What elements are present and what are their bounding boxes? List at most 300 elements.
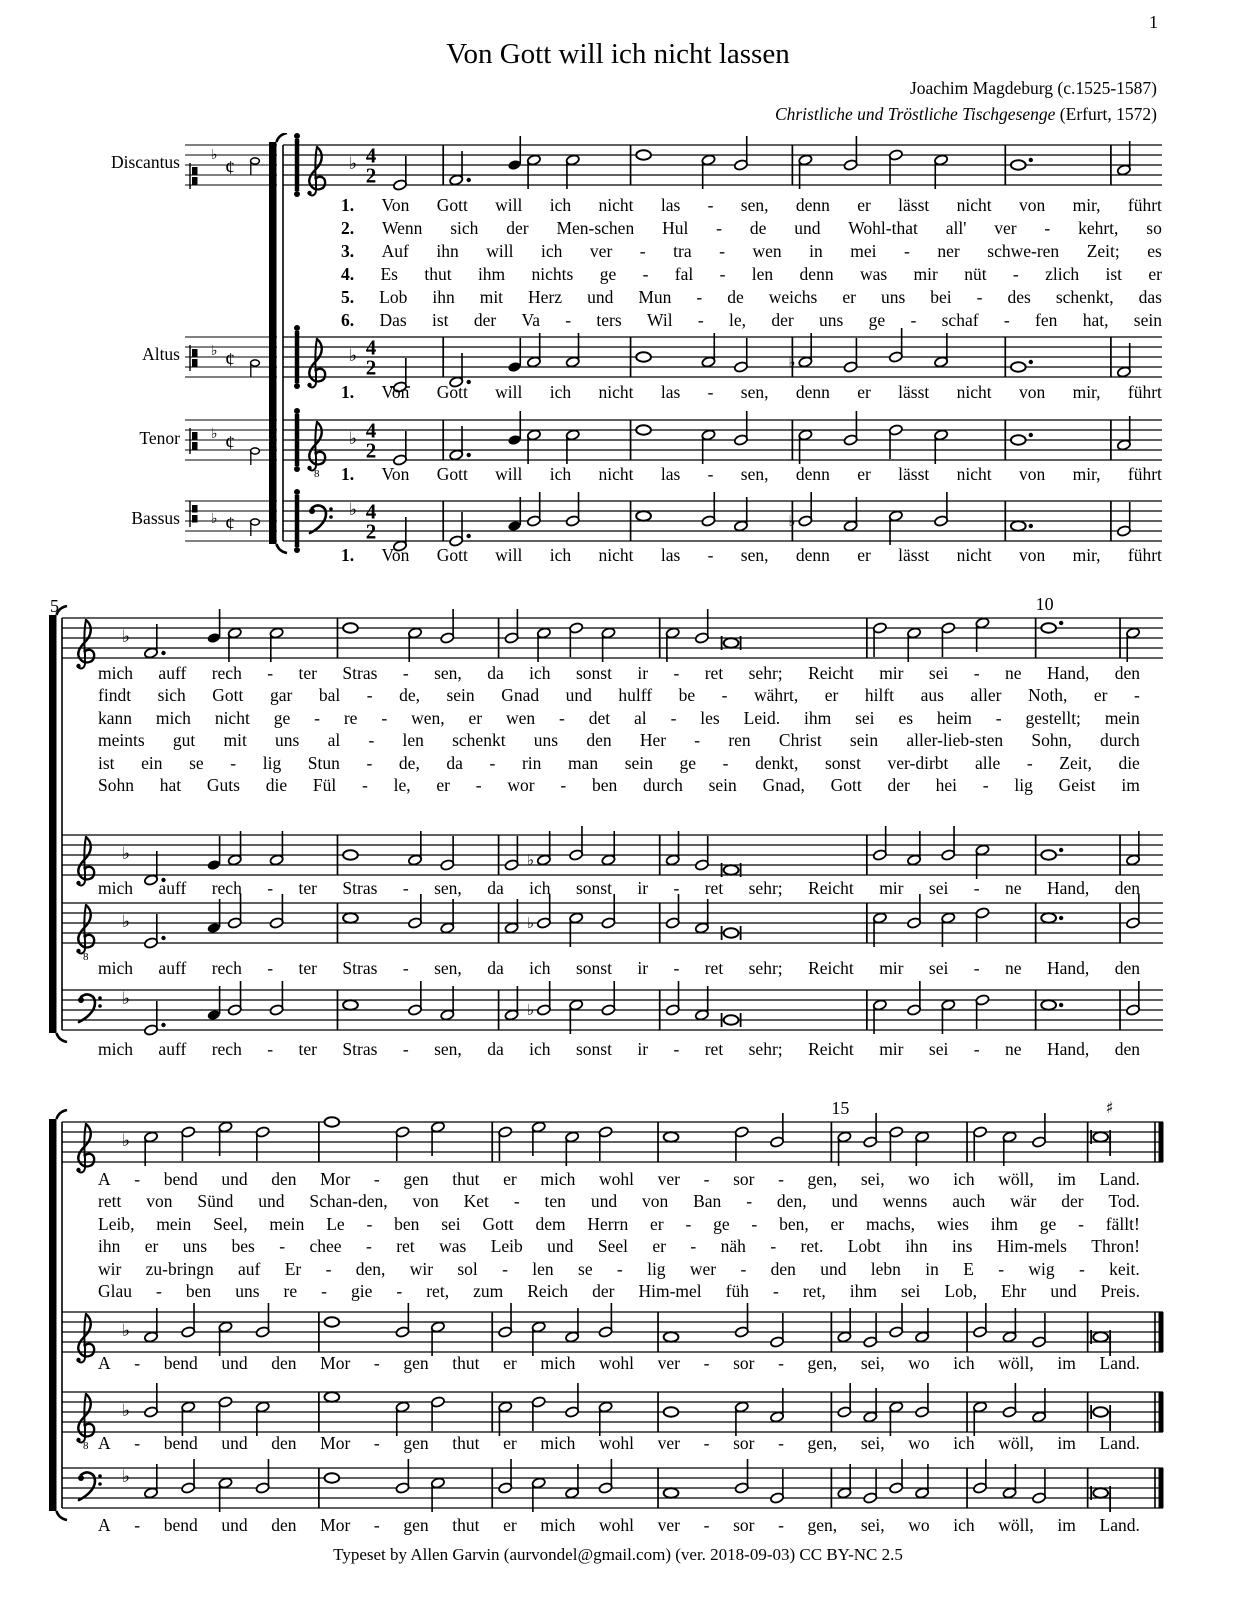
lyric-syllable: Thron! bbox=[1091, 1236, 1140, 1257]
lyric-syllable: nicht bbox=[598, 464, 634, 484]
lyric-syllable: Reich bbox=[527, 1280, 569, 1301]
note-head bbox=[636, 511, 651, 520]
lyric-syllable: der bbox=[473, 310, 497, 330]
lyric-syllable: sor bbox=[733, 1433, 755, 1453]
lyric-syllable: ich bbox=[529, 878, 551, 898]
incipit-note bbox=[251, 360, 260, 366]
lyric-syllable: Wenn bbox=[381, 218, 423, 238]
note-head bbox=[664, 1407, 679, 1416]
note-head bbox=[724, 638, 739, 647]
lyric-syllable: Auf bbox=[381, 241, 409, 261]
verse-number: 4. bbox=[341, 264, 355, 284]
lyric-syllable: sonst bbox=[575, 878, 612, 898]
bassus-lyric-system-1 bbox=[341, 544, 1162, 567]
system-bracket bbox=[57, 1110, 68, 1119]
lyric-syllable: Von bbox=[381, 195, 410, 215]
key-signature-flat-icon: ♭ bbox=[349, 500, 358, 520]
lyric-syllable: thut bbox=[452, 1353, 480, 1373]
lyric-syllable: de, bbox=[399, 685, 420, 706]
lyric-syllable: und bbox=[831, 1191, 858, 1212]
lyric-syllable: ver bbox=[657, 1515, 680, 1535]
lyric-syllable: - bbox=[502, 1258, 508, 1279]
lyric-syllable: sol bbox=[457, 1258, 478, 1279]
lyric-syllable: - bbox=[325, 1258, 332, 1279]
source-title: Christliche und Tröstliche Tischgesenge bbox=[774, 104, 1056, 124]
lyric-syllable: ir bbox=[637, 958, 649, 978]
lyric-syllable: mir bbox=[879, 663, 904, 683]
augmentation-dot bbox=[161, 936, 165, 940]
bass-clef-icon bbox=[98, 1004, 102, 1008]
lyric-syllable: sich bbox=[450, 218, 479, 238]
lyric-syllable: wo bbox=[908, 1433, 930, 1453]
lyric-syllable: er bbox=[842, 287, 856, 307]
lyric-syllable: - bbox=[489, 752, 496, 773]
measure-number: 15 bbox=[831, 1098, 850, 1118]
lyric-syllable: Hul bbox=[662, 218, 689, 238]
lyric-syllable: sen, bbox=[434, 958, 462, 978]
lyric-syllable: - bbox=[673, 958, 680, 978]
note-head bbox=[324, 1317, 339, 1326]
lyric-syllable: lässt bbox=[898, 195, 930, 215]
final-barline bbox=[1159, 1122, 1164, 1162]
lyric-syllable: uns bbox=[880, 287, 906, 307]
lyric-syllable: uns bbox=[182, 1236, 208, 1257]
mensural-clef-icon bbox=[192, 505, 198, 513]
lyric-syllable: Von bbox=[381, 382, 410, 402]
note-head bbox=[1093, 1332, 1108, 1341]
lyric-syllable: von bbox=[412, 1191, 439, 1212]
bass-clef-icon bbox=[98, 1482, 102, 1486]
incipit-note bbox=[251, 519, 260, 525]
cut-time-icon: ¢ bbox=[225, 157, 235, 179]
treble-clef-icon bbox=[83, 649, 86, 652]
lyric-syllable: sein bbox=[624, 752, 653, 773]
lyric-syllable: hei bbox=[935, 774, 958, 795]
verse-line-1 bbox=[98, 1168, 1140, 1190]
treble-clef-icon bbox=[76, 1168, 80, 1172]
lyric-syllable: - bbox=[1012, 264, 1019, 284]
lyric-syllable: Guts bbox=[206, 774, 240, 795]
lyric-syllable: nicht bbox=[598, 382, 634, 402]
lyric-syllable: nicht bbox=[956, 195, 992, 215]
note-head bbox=[1093, 1407, 1108, 1416]
lyric-syllable: der bbox=[1061, 1191, 1084, 1212]
lyric-syllable: führt bbox=[1127, 545, 1162, 565]
discantus-verses-system-3 bbox=[98, 1168, 1140, 1302]
lyric-syllable: hulff bbox=[618, 685, 653, 706]
lyric-syllable: las bbox=[660, 195, 681, 215]
lyric-syllable: - bbox=[707, 464, 714, 484]
lyric-syllable: Men-schen bbox=[556, 218, 635, 238]
lyric-syllable: im bbox=[1121, 774, 1140, 795]
octave-8-mark: 8 bbox=[314, 468, 320, 480]
lyric-syllable: nichts bbox=[531, 264, 574, 284]
lyric-syllable: E bbox=[963, 1258, 974, 1279]
note-head bbox=[343, 913, 358, 922]
octave-8-mark: 8 bbox=[83, 951, 89, 963]
lyric-syllable: wär bbox=[1010, 1191, 1037, 1212]
lyric-syllable: er bbox=[503, 1433, 517, 1453]
incipit-bar-dot bbox=[294, 466, 300, 472]
lyric-syllable: bei bbox=[930, 287, 952, 307]
lyric-syllable: ver bbox=[657, 1169, 680, 1189]
lyric-syllable: - bbox=[373, 1169, 380, 1189]
voice-label-bassus: Bassus bbox=[131, 508, 180, 528]
lyric-syllable: ben, bbox=[779, 1213, 809, 1234]
lyric-syllable: Va bbox=[521, 310, 540, 330]
lyric-syllable: er bbox=[857, 545, 871, 565]
lyric-syllable: al bbox=[634, 707, 647, 728]
lyric-syllable: ir bbox=[637, 663, 649, 683]
lyric-syllable: führt bbox=[1127, 195, 1162, 215]
lyric-syllable: ich bbox=[529, 958, 551, 978]
lyric-syllable: - bbox=[616, 1258, 623, 1279]
lyric-syllable: ten bbox=[544, 1191, 566, 1212]
lyric-syllable: - bbox=[770, 1236, 777, 1257]
lyric-syllable: und bbox=[221, 1515, 248, 1535]
lyric-syllable: - bbox=[690, 1236, 697, 1257]
augmentation-dot bbox=[1029, 158, 1033, 162]
lyric-syllable: gen bbox=[403, 1515, 429, 1535]
lyric-syllable: Hand, bbox=[1047, 878, 1090, 898]
lyric-syllable: rech bbox=[211, 958, 242, 978]
lyric-syllable: ne bbox=[1005, 958, 1022, 978]
lyric-syllable: von bbox=[1018, 195, 1046, 215]
lyric-syllable: - bbox=[778, 1515, 784, 1535]
lyric-syllable: Fül bbox=[312, 774, 337, 795]
lyric-syllable: Stun bbox=[307, 752, 340, 773]
incipit-bar-dot bbox=[294, 383, 300, 389]
lyric-syllable: Land. bbox=[1099, 1433, 1140, 1453]
lyric-syllable: sei, bbox=[860, 1169, 885, 1189]
note-head bbox=[1011, 362, 1026, 371]
accidental-icon: ♭ bbox=[526, 1001, 534, 1019]
note-head bbox=[324, 1117, 339, 1126]
lyric-syllable: ne bbox=[1005, 878, 1022, 898]
lyric-syllable: sonst bbox=[575, 1039, 612, 1059]
lyric-syllable: uns bbox=[235, 1280, 260, 1301]
verse-number: 1. bbox=[341, 464, 355, 484]
lyric-syllable: und bbox=[221, 1169, 248, 1189]
lyric-syllable: er bbox=[503, 1169, 517, 1189]
key-signature-flat-icon: ♭ bbox=[122, 1131, 131, 1151]
lyric-syllable: lig bbox=[262, 752, 282, 773]
augmentation-dot bbox=[1029, 524, 1033, 528]
lyric-syllable: - bbox=[1003, 310, 1010, 330]
lyric-syllable: schwe-ren bbox=[987, 241, 1060, 261]
treble-clef-icon bbox=[78, 620, 94, 662]
lyric-syllable: sei bbox=[928, 663, 949, 683]
lyric-syllable: fen bbox=[1035, 310, 1058, 330]
lyric-syllable: Geist bbox=[1058, 774, 1096, 795]
lyric-syllable: - bbox=[402, 878, 409, 898]
lyric-syllable: uns bbox=[819, 310, 844, 330]
treble-clef-icon bbox=[309, 147, 325, 189]
lyric-syllable: schaf bbox=[941, 310, 979, 330]
lyric-syllable: Lobt bbox=[847, 1236, 881, 1257]
lyric-syllable: er bbox=[1148, 264, 1162, 284]
verse-number: 1. bbox=[341, 382, 355, 402]
lyric-syllable: sei, bbox=[860, 1353, 885, 1373]
lyric-syllable: - bbox=[751, 1213, 758, 1234]
lyric-syllable: - bbox=[982, 774, 989, 795]
incipit-flat-icon: ♭ bbox=[211, 426, 218, 442]
lyric-syllable: las bbox=[660, 545, 681, 565]
lyric-syllable: ich bbox=[529, 1039, 551, 1059]
lyric-syllable: bal bbox=[318, 685, 341, 706]
lyric-syllable: Gott bbox=[436, 464, 468, 484]
lyric-syllable: - bbox=[973, 958, 980, 978]
lyric-syllable: er bbox=[1093, 685, 1108, 706]
incipit-bar-dot bbox=[294, 325, 300, 331]
treble-clef-icon bbox=[76, 949, 80, 953]
lyric-syllable: ben bbox=[591, 774, 618, 795]
voice-label-tenor: Tenor bbox=[139, 428, 180, 448]
lyric-syllable: will bbox=[495, 545, 523, 565]
lyric-syllable: - bbox=[773, 1280, 779, 1301]
lyric-syllable: aller-lieb-sten bbox=[906, 730, 1004, 751]
lyric-syllable: und bbox=[221, 1353, 248, 1373]
lyric-syllable: lässt bbox=[898, 464, 930, 484]
lyric-syllable: - bbox=[362, 774, 368, 795]
lyric-syllable: der bbox=[592, 1280, 615, 1301]
verse-line-5 bbox=[98, 1258, 1140, 1280]
lyric-syllable: ret bbox=[704, 1039, 724, 1059]
lyric-syllable: - bbox=[740, 1258, 747, 1279]
treble-clef-icon bbox=[83, 866, 86, 869]
lyric-syllable: den bbox=[271, 1169, 297, 1189]
note-head bbox=[1011, 160, 1026, 169]
lyric-syllable: ir bbox=[637, 878, 649, 898]
note-head bbox=[1093, 1488, 1108, 1497]
lyric-syllable: - bbox=[1044, 218, 1051, 238]
tenor-lyric-system-1 bbox=[341, 463, 1162, 486]
lyric-syllable: sehr; bbox=[748, 958, 783, 978]
lyric-syllable: sein bbox=[708, 774, 737, 795]
treble-clef-icon bbox=[76, 881, 80, 885]
lyric-syllable: wir bbox=[409, 1258, 434, 1279]
lyric-syllable: führt bbox=[1127, 464, 1162, 484]
discantus-verses-system-2 bbox=[98, 662, 1140, 796]
lyric-syllable: gen, bbox=[807, 1353, 838, 1373]
lyric-syllable: se bbox=[189, 752, 204, 773]
lyric-syllable: im bbox=[1057, 1353, 1076, 1373]
lyric-syllable: lässt bbox=[898, 545, 930, 565]
treble-clef-icon bbox=[307, 383, 311, 387]
treble-clef-icon bbox=[76, 1438, 80, 1442]
composer-credit: Joachim Magdeburg (c.1525-1587) bbox=[909, 78, 1157, 98]
treble-clef-icon bbox=[307, 466, 311, 470]
mensural-clef-icon bbox=[192, 177, 198, 185]
lyric-syllable: ben bbox=[185, 1280, 212, 1301]
lyric-syllable: ihm bbox=[803, 707, 832, 728]
lyric-syllable: bend bbox=[163, 1433, 198, 1453]
treble-clef-icon bbox=[78, 1314, 94, 1356]
system-bracket bbox=[57, 1033, 68, 1042]
lyric-syllable: Gott bbox=[436, 195, 468, 215]
lyric-syllable: man bbox=[568, 752, 599, 773]
lyric-syllable: füh bbox=[725, 1280, 749, 1301]
lyric-syllable: er bbox=[436, 774, 450, 795]
lyric-syllable: führt bbox=[1127, 382, 1162, 402]
editorial-sharp-icon: ♯ bbox=[1105, 1098, 1114, 1117]
lyric-syllable: sen, bbox=[740, 545, 769, 565]
lyric-syllable: nicht bbox=[956, 382, 992, 402]
lyric-syllable: ich bbox=[953, 1515, 975, 1535]
treble-clef-icon bbox=[307, 191, 311, 195]
lyric-syllable: dem bbox=[535, 1213, 566, 1234]
lyric-syllable: mit bbox=[479, 287, 504, 307]
lyric-syllable: lässt bbox=[898, 382, 930, 402]
lyric-syllable: Ban bbox=[693, 1191, 722, 1212]
augmentation-dot bbox=[1059, 916, 1063, 920]
lyric-syllable: durch bbox=[1099, 730, 1140, 751]
lyric-syllable: ich bbox=[549, 195, 572, 215]
lyric-syllable: er bbox=[830, 1213, 845, 1234]
system-bracket bbox=[49, 615, 57, 1033]
lyric-syllable: rech bbox=[211, 663, 242, 683]
lyric-syllable: weichs bbox=[768, 287, 818, 307]
system-bracket bbox=[269, 142, 277, 544]
lyric-syllable: wöll, bbox=[998, 1169, 1034, 1189]
lyric-syllable: zu-bringn bbox=[145, 1258, 214, 1279]
verse-line-5 bbox=[341, 286, 1162, 309]
treble-clef-icon bbox=[314, 368, 317, 371]
lyric-syllable: ret, bbox=[802, 1280, 826, 1301]
lyric-syllable: mich bbox=[540, 1515, 576, 1535]
key-signature-flat-icon: ♭ bbox=[349, 154, 358, 174]
lyric-syllable: ter bbox=[298, 663, 317, 683]
lyric-syllable: zlich bbox=[1045, 264, 1080, 284]
lyric-syllable: ver bbox=[589, 241, 613, 261]
verse-line-6 bbox=[98, 1280, 1140, 1302]
final-barline bbox=[1159, 1312, 1164, 1352]
verse-number: 6. bbox=[341, 310, 355, 330]
lyric-syllable: - bbox=[402, 663, 409, 683]
lyric-syllable: und bbox=[221, 1433, 248, 1453]
lyric-syllable: da bbox=[487, 663, 504, 683]
lyric-syllable: wöll, bbox=[998, 1515, 1034, 1535]
lyric-syllable: Gott bbox=[436, 382, 468, 402]
lyric-syllable: ter bbox=[298, 958, 317, 978]
lyric-syllable: uns bbox=[275, 730, 300, 751]
lyric-syllable: Reicht bbox=[808, 663, 854, 683]
lyric-syllable: mir bbox=[879, 878, 904, 898]
music-system-3 bbox=[40, 1085, 1170, 1525]
lyric-syllable: mir, bbox=[1072, 195, 1101, 215]
system-bracket bbox=[49, 1119, 57, 1511]
lyric-syllable: er bbox=[824, 685, 839, 706]
lyric-syllable: - bbox=[995, 707, 1002, 728]
lyric-syllable: den bbox=[271, 1433, 297, 1453]
lyric-syllable: von bbox=[1018, 545, 1046, 565]
lyric-syllable: Land. bbox=[1099, 1169, 1140, 1189]
accidental-icon: ♭ bbox=[788, 512, 796, 530]
verse-number: 2. bbox=[341, 218, 355, 238]
lyric-syllable: sen, bbox=[740, 382, 769, 402]
lyric-syllable: Wil bbox=[647, 310, 673, 330]
lyric-syllable: Stras bbox=[342, 663, 378, 683]
lyric-syllable: Herrn bbox=[587, 1213, 629, 1234]
lyric-syllable: nicht bbox=[598, 545, 634, 565]
lyric-syllable: - bbox=[267, 663, 274, 683]
lyric-syllable: von bbox=[1018, 382, 1046, 402]
treble-clef-icon bbox=[309, 422, 325, 464]
lyric-syllable: ver bbox=[994, 218, 1017, 238]
lyric-syllable: sen, bbox=[740, 464, 769, 484]
key-signature-flat-icon: ♭ bbox=[122, 989, 131, 1009]
verse-line-1 bbox=[341, 194, 1162, 217]
lyric-syllable: - bbox=[230, 752, 237, 773]
lyric-syllable: - bbox=[746, 1191, 753, 1212]
tenor-lyric-system-3 bbox=[98, 1432, 1140, 1455]
lyric-syllable: ret bbox=[396, 1236, 415, 1257]
lyric-syllable: sen, bbox=[434, 1039, 462, 1059]
lyric-syllable: Preis. bbox=[1100, 1280, 1140, 1301]
lyric-syllable: Gott bbox=[830, 774, 862, 795]
key-signature-flat-icon: ♭ bbox=[122, 844, 131, 864]
lyric-syllable: sein bbox=[446, 685, 475, 706]
lyric-syllable: sich bbox=[157, 685, 186, 706]
lyric-syllable: ge bbox=[1039, 1213, 1057, 1234]
lyric-syllable: thut bbox=[452, 1515, 480, 1535]
lyric-syllable: das bbox=[1138, 287, 1162, 307]
lyric-syllable: nicht bbox=[214, 707, 250, 728]
verse-line-4 bbox=[341, 263, 1162, 286]
lyric-syllable: - bbox=[1078, 1213, 1084, 1234]
bassus-lyric-system-3 bbox=[98, 1514, 1140, 1537]
lyric-syllable: lig bbox=[1014, 774, 1033, 795]
lyric-syllable: wir bbox=[98, 1258, 122, 1279]
lyric-syllable: mich bbox=[98, 958, 133, 978]
lyric-syllable: - bbox=[910, 310, 917, 330]
lyric-syllable: wo bbox=[908, 1515, 930, 1535]
note-head bbox=[1041, 913, 1056, 922]
treble-clef-icon bbox=[309, 339, 325, 381]
lyric-syllable: - bbox=[1078, 1258, 1085, 1279]
verse-line-2 bbox=[98, 684, 1140, 706]
lyric-syllable: len bbox=[532, 1258, 554, 1279]
lyric-syllable: - bbox=[559, 707, 565, 728]
lyric-syllable: Sohn bbox=[98, 774, 134, 795]
lyric-syllable: ge bbox=[713, 1213, 730, 1234]
lyric-syllable: was bbox=[859, 264, 888, 284]
lyric-syllable: fal bbox=[674, 264, 694, 284]
incipit-bar-dot bbox=[294, 133, 300, 139]
lyric-syllable: denn bbox=[795, 195, 830, 215]
lyric-syllable: wig bbox=[1028, 1258, 1055, 1279]
lyric-syllable: - bbox=[381, 707, 388, 728]
verse-line-3 bbox=[98, 707, 1140, 729]
lyric-syllable: - bbox=[267, 958, 274, 978]
lyric-syllable: ich bbox=[549, 464, 572, 484]
lyric-syllable: will bbox=[495, 195, 523, 215]
lyric-syllable: und bbox=[258, 1191, 285, 1212]
altus-lyric-system-2 bbox=[98, 877, 1140, 900]
lyric-syllable: - bbox=[402, 958, 409, 978]
lyric-syllable: Ehr bbox=[1001, 1280, 1027, 1301]
lyric-syllable: Stras bbox=[342, 958, 378, 978]
lyric-syllable: gen, bbox=[807, 1433, 838, 1453]
lyric-syllable: ich bbox=[953, 1169, 975, 1189]
lyric-syllable: mich bbox=[98, 1039, 133, 1059]
lyric-syllable: - bbox=[673, 1039, 680, 1059]
verse-number: 5. bbox=[341, 287, 355, 307]
lyric-syllable: Mor bbox=[320, 1353, 351, 1373]
lyric-syllable: hat, bbox=[1082, 310, 1109, 330]
incipit-bar-dot bbox=[294, 408, 300, 414]
note-head bbox=[324, 1473, 339, 1482]
